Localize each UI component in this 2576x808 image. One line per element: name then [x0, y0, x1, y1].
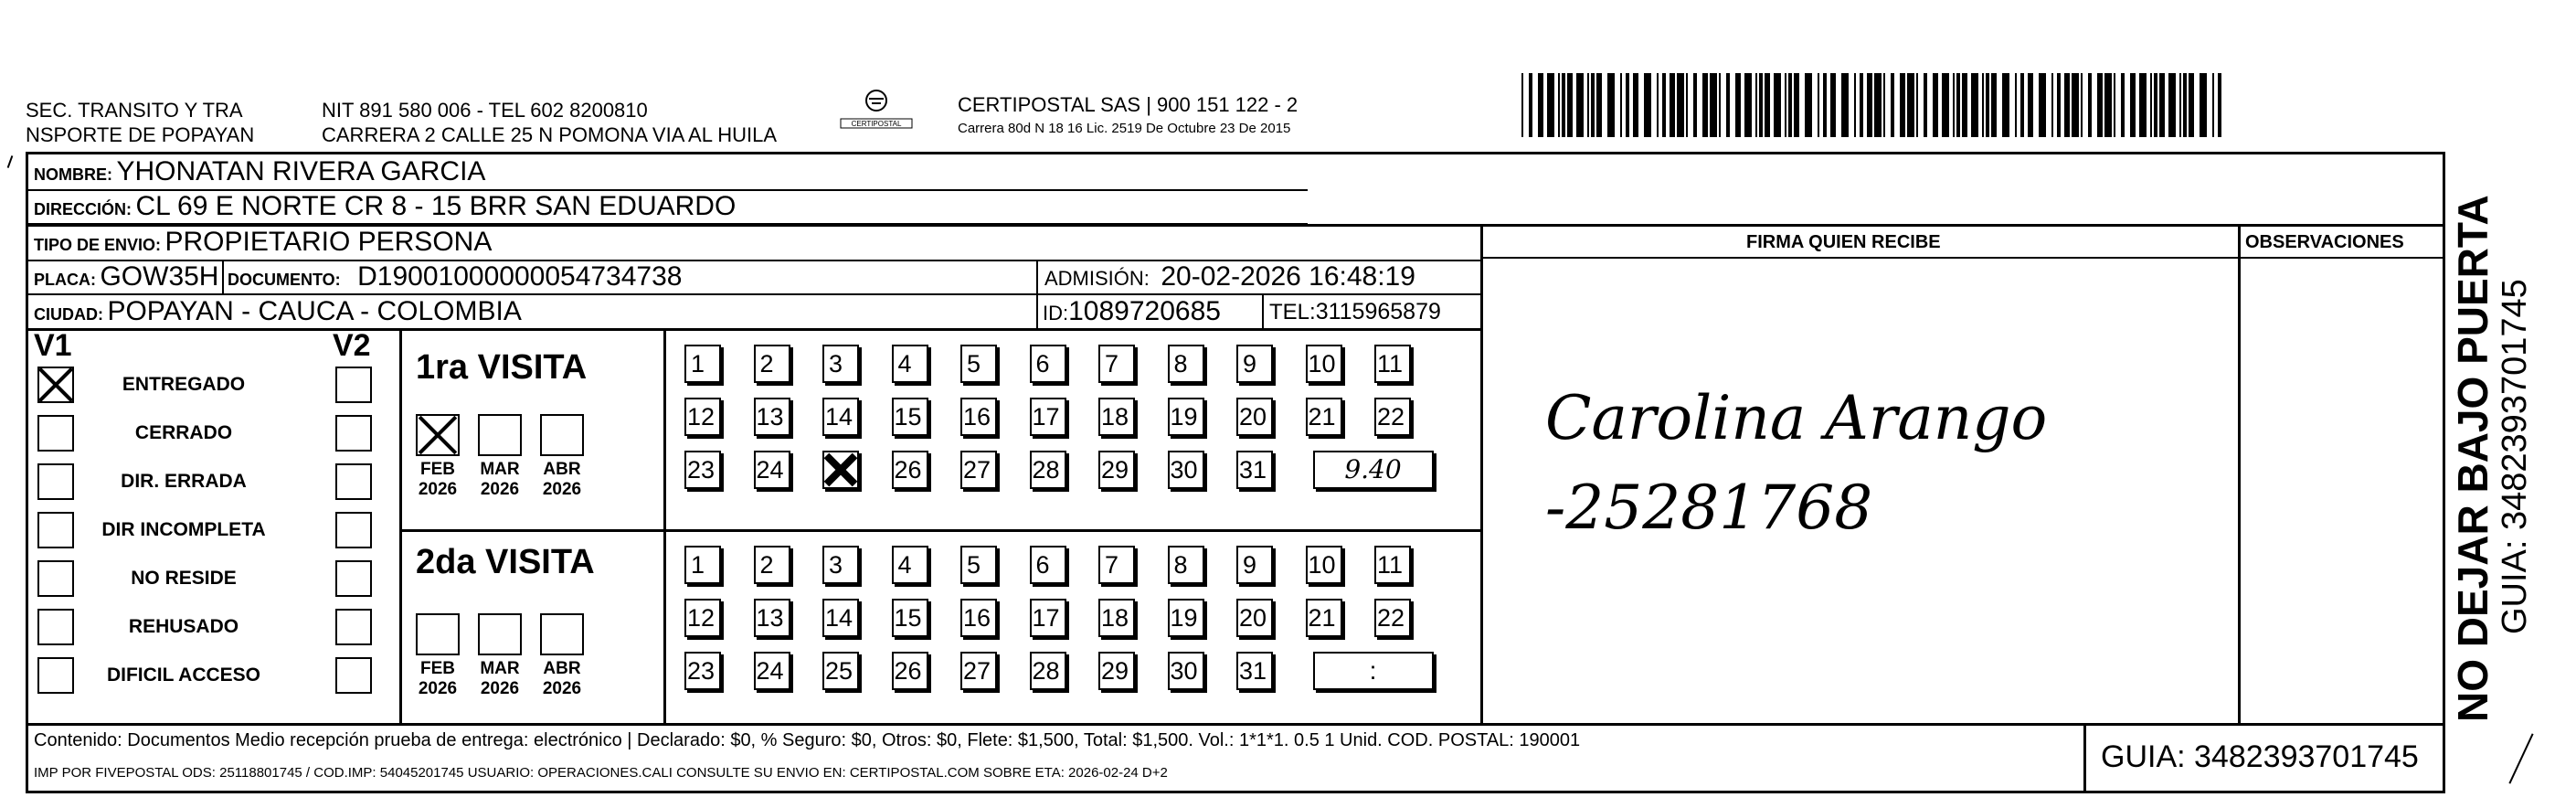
- month-checkbox[interactable]: [416, 613, 460, 655]
- recipient-name: YHONATAN RIVERA GARCIA: [116, 156, 486, 186]
- pen-mark: [7, 155, 14, 168]
- month-checkbox[interactable]: [540, 414, 584, 456]
- status-label: CERRADO: [134, 422, 233, 443]
- day-box[interactable]: 10: [1306, 546, 1342, 584]
- day-box[interactable]: 15: [892, 398, 928, 436]
- signature-name: Carolina Arango: [1545, 383, 2048, 453]
- day-box[interactable]: 14: [822, 599, 859, 637]
- day-box[interactable]: 10: [1306, 345, 1342, 383]
- sender-name-line1: SEC. TRANSITO Y TRA: [26, 99, 243, 122]
- day-box[interactable]: 17: [1030, 398, 1066, 436]
- day-box[interactable]: 30: [1168, 652, 1204, 690]
- side-guia: GUIA: 3482393701745: [2496, 279, 2534, 634]
- day-box[interactable]: 8: [1168, 546, 1204, 584]
- city-value: POPAYAN - CAUCA - COLOMBIA: [107, 296, 522, 326]
- status-label: NO RESIDE: [131, 568, 237, 589]
- send-type-label: TIPO DE ENVIO:: [34, 236, 162, 254]
- day-box[interactable]: 23: [684, 652, 721, 690]
- day-box[interactable]: 29: [1098, 652, 1135, 690]
- barcode: [1521, 73, 2230, 137]
- id-row: [1043, 294, 1221, 334]
- content-line: Contenido: Documentos Medio recepción prueba de entrega: electrónico | Declarado: $0, % Seguro: $0, Otros: $0, Flete: $1,500, Total: $1,500. Vol.: 1*1*1. 0.5 1 Unid. COD. POSTAL: 190001: [34, 730, 1581, 750]
- document-label: DOCUMENTO:: [228, 271, 341, 289]
- tel-value: 3115965879: [1315, 299, 1441, 324]
- city-row: [34, 294, 522, 334]
- day-box[interactable]: 22: [1374, 599, 1411, 637]
- side-text: [2451, 195, 2535, 722]
- day-box[interactable]: 13: [754, 398, 790, 436]
- status-label: DIR INCOMPLETA: [101, 519, 266, 540]
- day-box[interactable]: 4: [892, 546, 928, 584]
- day-box[interactable]: 7: [1098, 345, 1135, 383]
- day-box[interactable]: 5: [960, 345, 997, 383]
- month-checkbox[interactable]: [478, 414, 522, 456]
- admission-row: [1044, 260, 1415, 299]
- day-box[interactable]: 28: [1030, 451, 1066, 489]
- day-box[interactable]: 4: [892, 345, 928, 383]
- day-box[interactable]: 18: [1098, 398, 1135, 436]
- logo-text: CERTIPOSTAL: [851, 120, 902, 128]
- day-box[interactable]: 17: [1030, 599, 1066, 637]
- day-box[interactable]: 27: [960, 652, 997, 690]
- v2-checkbox[interactable]: [335, 512, 372, 548]
- day-box[interactable]: 12: [684, 599, 721, 637]
- day-box[interactable]: 9: [1236, 345, 1273, 383]
- day-box[interactable]: 3: [822, 345, 859, 383]
- day-box[interactable]: 8: [1168, 345, 1204, 383]
- day-box[interactable]: [822, 451, 859, 489]
- id-label: ID:: [1043, 302, 1069, 324]
- day-box[interactable]: 16: [960, 398, 997, 436]
- day-box[interactable]: 24: [754, 451, 790, 489]
- day-box[interactable]: 19: [1168, 398, 1204, 436]
- month-label: ABR 2026: [542, 659, 582, 698]
- day-box[interactable]: 22: [1374, 398, 1411, 436]
- day-box[interactable]: 11: [1374, 546, 1411, 584]
- tel-row: [1269, 294, 1441, 333]
- no-dejar-notice: NO DEJAR BAJO PUERTA: [2449, 195, 2496, 722]
- day-box[interactable]: 16: [960, 599, 997, 637]
- day-box[interactable]: 3: [822, 546, 859, 584]
- v2-checkbox[interactable]: [335, 463, 372, 500]
- v2-checkbox[interactable]: [335, 367, 372, 403]
- day-box[interactable]: 1: [684, 546, 721, 584]
- day-box[interactable]: 19: [1168, 599, 1204, 637]
- day-box[interactable]: 2: [754, 546, 790, 584]
- imp-line: IMP POR FIVEPOSTAL ODS: 25118801745 / COD.IMP: 54045201745 USUARIO: OPERACIONES.CALI CONSULTE SU ENVIO EN: CERTIPOSTAL.COM SOBRE ETA: 2026-02-24 D+2: [34, 765, 1168, 781]
- day-box[interactable]: 30: [1168, 451, 1204, 489]
- day-box[interactable]: 29: [1098, 451, 1135, 489]
- status-label: ENTREGADO: [122, 374, 246, 395]
- name-row: [34, 154, 485, 194]
- v2-checkbox[interactable]: [335, 657, 372, 694]
- status-label: REHUSADO: [128, 616, 239, 637]
- day-box[interactable]: 7: [1098, 546, 1135, 584]
- day-box[interactable]: 31: [1236, 652, 1273, 690]
- month-checkbox[interactable]: [540, 613, 584, 655]
- sender-name: [26, 98, 254, 147]
- v2-label: V2: [333, 328, 371, 363]
- recipient-address: CL 69 E NORTE CR 8 - 15 BRR SAN EDUARDO: [135, 191, 737, 221]
- month-label: FEB 2026: [418, 659, 458, 698]
- day-box[interactable]: 27: [960, 451, 997, 489]
- day-box[interactable]: 2: [754, 345, 790, 383]
- day-box[interactable]: 24: [754, 652, 790, 690]
- signature-number: -25281768: [1545, 473, 1873, 543]
- sender-details: [322, 98, 777, 147]
- day-box[interactable]: 26: [892, 652, 928, 690]
- courier-address: Carrera 80d N 18 16 Lic. 2519 De Octubre 23 De 2015: [958, 121, 1291, 136]
- address-label: DIRECCIÓN:: [34, 200, 132, 218]
- document-row: [228, 260, 682, 299]
- day-box[interactable]: 5: [960, 546, 997, 584]
- day-box[interactable]: 1: [684, 345, 721, 383]
- v2-checkbox[interactable]: [335, 415, 372, 452]
- month-label: MAR 2026: [480, 659, 520, 698]
- send-type-row: [34, 225, 492, 264]
- day-box[interactable]: 21: [1306, 599, 1342, 637]
- day-box[interactable]: 14: [822, 398, 859, 436]
- courier-details: [958, 92, 1298, 139]
- sender-address: CARRERA 2 CALLE 25 N POMONA VIA AL HUILA: [322, 123, 778, 146]
- admission-label: ADMISIÓN:: [1044, 267, 1150, 290]
- send-type: PROPIETARIO PERSONA: [164, 227, 493, 257]
- pen-mark: [2508, 733, 2533, 783]
- status-label: DIR. ERRADA: [121, 471, 247, 492]
- name-label: NOMBRE:: [34, 165, 112, 184]
- id-value: 1089720685: [1068, 296, 1221, 326]
- day-box[interactable]: 28: [1030, 652, 1066, 690]
- day-box[interactable]: 11: [1374, 345, 1411, 383]
- document-value: D19001000000054734738: [357, 261, 683, 292]
- time-box[interactable]: 9.40: [1313, 451, 1434, 489]
- day-box[interactable]: 21: [1306, 398, 1342, 436]
- month-checkbox[interactable]: [478, 613, 522, 655]
- time-box[interactable]: :: [1313, 652, 1434, 690]
- observations-header: OBSERVACIONES: [2245, 232, 2404, 252]
- v2-checkbox[interactable]: [335, 560, 372, 597]
- day-box[interactable]: 12: [684, 398, 721, 436]
- plate-row: [34, 260, 218, 299]
- day-box[interactable]: 13: [754, 599, 790, 637]
- v1-label: V1: [34, 328, 72, 363]
- city-label: CIUDAD:: [34, 305, 103, 324]
- v2-checkbox[interactable]: [335, 609, 372, 645]
- sender-name-line2: NSPORTE DE POPAYAN: [26, 123, 255, 146]
- month-label: FEB 2026: [418, 460, 458, 499]
- plate-value: GOW35H: [100, 261, 219, 292]
- month-label: MAR 2026: [480, 460, 520, 499]
- day-box[interactable]: 9: [1236, 546, 1273, 584]
- sender-nit: NIT 891 580 006 - TEL 602 8200810: [322, 99, 648, 122]
- day-box[interactable]: 26: [892, 451, 928, 489]
- visit2-title: 2da VISITA: [416, 543, 595, 581]
- certipostal-logo: [839, 88, 914, 132]
- day-box[interactable]: 20: [1236, 599, 1273, 637]
- delivery-form: [26, 152, 2445, 793]
- month-checkbox[interactable]: [416, 414, 460, 456]
- footer-guia: GUIA: 3482393701745: [2101, 739, 2419, 774]
- month-label: ABR 2026: [542, 460, 582, 499]
- signature-header: FIRMA QUIEN RECIBE: [1746, 232, 1941, 252]
- visit1-title: 1ra VISITA: [416, 348, 588, 387]
- day-box[interactable]: 6: [1030, 345, 1066, 383]
- admission-value: 20-02-2026 16:48:19: [1161, 261, 1415, 292]
- day-box[interactable]: 20: [1236, 398, 1273, 436]
- day-box[interactable]: 31: [1236, 451, 1273, 489]
- courier-name: CERTIPOSTAL SAS | 900 151 122 - 2: [958, 93, 1299, 116]
- status-label: DIFICIL ACCESO: [106, 664, 260, 686]
- day-box[interactable]: 6: [1030, 546, 1066, 584]
- tel-label: TEL:: [1269, 300, 1316, 324]
- day-box[interactable]: 25: [822, 652, 859, 690]
- day-box[interactable]: 18: [1098, 599, 1135, 637]
- plate-label: PLACA:: [34, 271, 96, 289]
- day-box[interactable]: 15: [892, 599, 928, 637]
- day-box[interactable]: 23: [684, 451, 721, 489]
- address-row: [34, 189, 736, 229]
